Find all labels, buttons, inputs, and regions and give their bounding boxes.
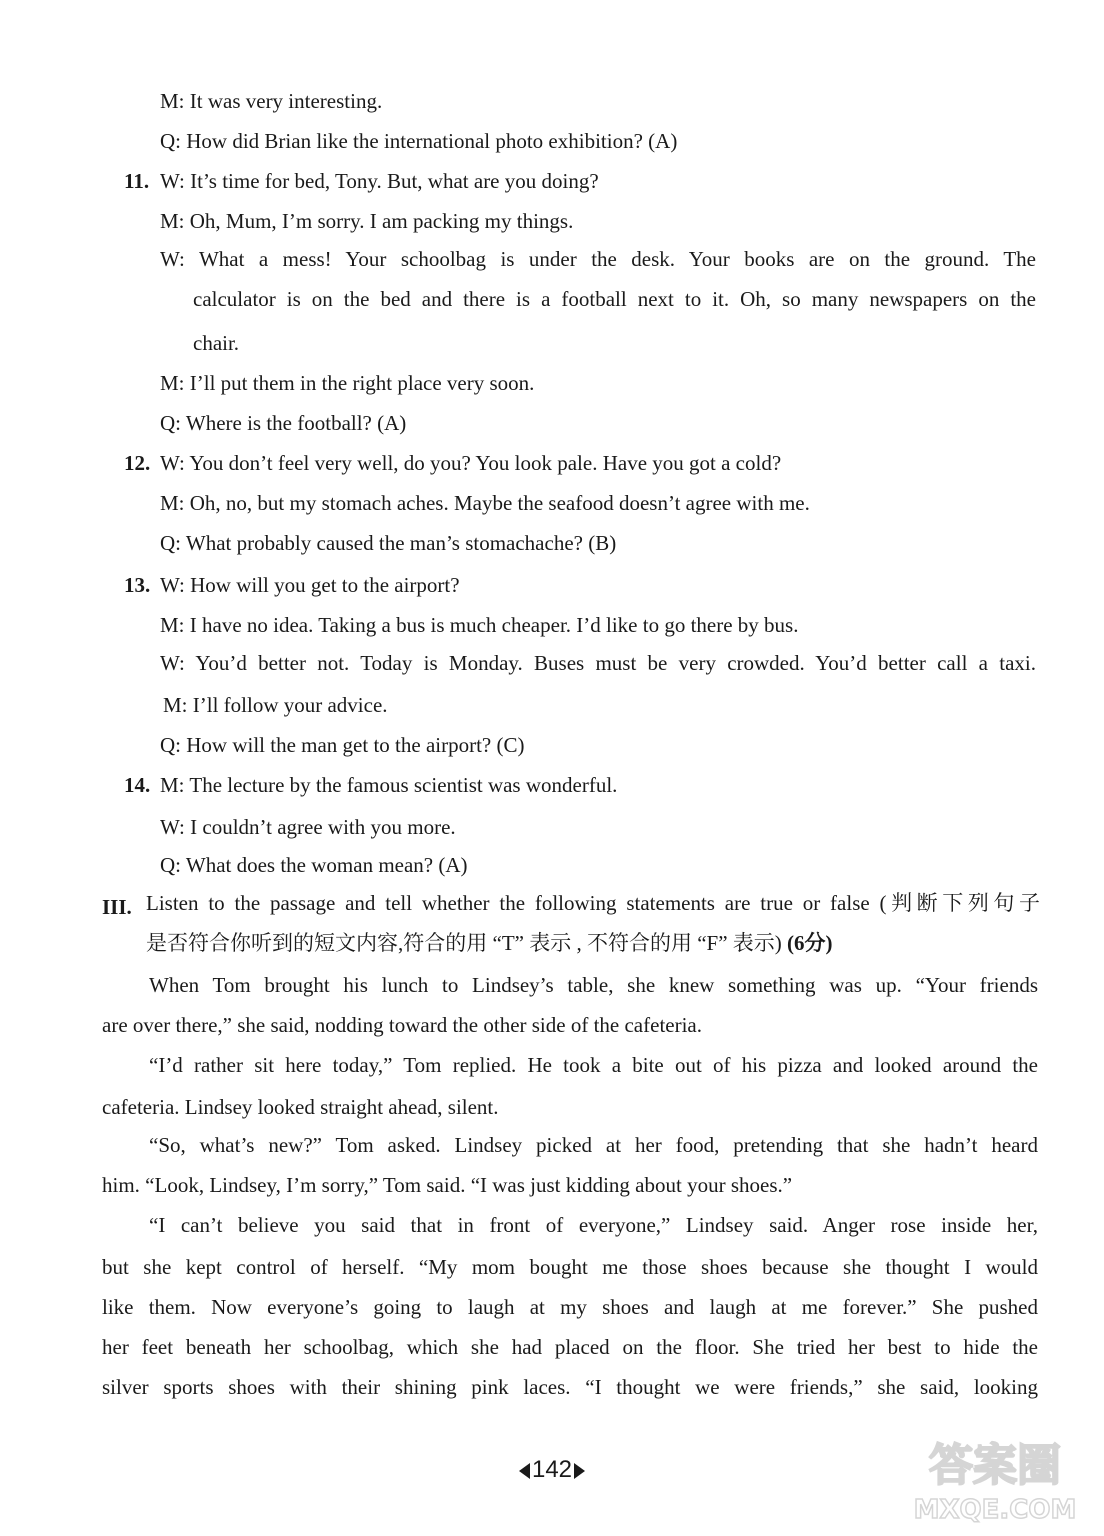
dialogue-line: M: I’ll put them in the right place very soon. [160,371,535,395]
dialogue-line-continued: calculator is on the bed and there is a football next to it. Oh, so many newspapers on the [193,287,1036,311]
passage-line: but she kept control of herself. “My mom bought me those shoes because she thought I would [102,1255,1038,1279]
passage-line: her feet beneath her schoolbag, which she had placed on the floor. She tried her best to hide the [102,1335,1038,1359]
passage-line: like them. Now everyone’s going to laugh at my shoes and laugh at me forever.” She pushed [102,1295,1038,1319]
item-number: 14. [124,773,151,797]
passage-line: silver sports shoes with their shining pink laces. “I thought we were friends,” she said, looking [102,1375,1038,1399]
item-number: 11. [124,169,150,193]
passage-line: “So, what’s new?” Tom asked. Lindsey picked at her food, pretending that she hadn’t heard [149,1133,1038,1157]
passage-line: him. “Look, Lindsey, I’m sorry,” Tom said. “I was just kidding about your shoes.” [102,1173,793,1197]
dialogue-line: M: It was very interesting. [160,89,383,113]
watermark-url-text: MXQE.COM [913,1495,1077,1525]
section-number: III. [102,895,132,919]
dialogue-line: W: You don’t feel very well, do you? You look pale. Have you got a cold? [160,451,782,475]
passage-line: “I can’t believe you said that in front of everyone,” Lindsey said. Anger rose inside her, [149,1213,1038,1237]
dialogue-line: M: Oh, no, but my stomach aches. Maybe the seafood doesn’t agree with me. [160,491,810,515]
page-number-text: 142 [531,1456,573,1483]
dialogue-line: W: How will you get to the airport? [160,573,460,597]
dialogue-line: W: I couldn’t agree with you more. [160,815,456,839]
watermark-logo-text: 答案圈 [929,1440,1061,1491]
item-number: 12. [124,451,151,475]
item-number: 13. [124,573,151,597]
dialogue-line: M: Oh, Mum, I’m sorry. I am packing my things. [160,209,574,233]
left-triangle-icon [519,1463,530,1479]
passage-line: “I’d rather sit here today,” Tom replied. He took a bite out of his pizza and looked around the [149,1053,1038,1077]
dialogue-line: M: I’ll follow your advice. [163,693,388,717]
dialogue-question: Q: Where is the football? (A) [160,411,407,435]
watermark-logo [900,1428,1090,1528]
dialogue-line: M: The lecture by the famous scientist was wonderful. [160,773,618,797]
dialogue-line: M: I have no idea. Taking a bus is much cheaper. I’d like to go there by bus. [160,613,799,637]
dialogue-question: Q: What probably caused the man’s stomachache? (B) [160,531,617,555]
dialogue-question: Q: How will the man get to the airport? (C) [160,733,525,757]
section-instruction-text: 是否符合你听到的短文内容,符合的用 “T” 表示 , 不符合的用 “F” 表示) [146,931,782,955]
section-instruction: Listen to the passage and tell whether the following statements are true or false (判断下列句子 [146,891,1040,915]
section-instruction-continued [146,930,833,956]
right-triangle-icon [574,1463,585,1479]
watermark-graphic [900,1428,1090,1528]
dialogue-question: Q: What does the woman mean? (A) [160,853,468,877]
section-points: (6分) [787,931,833,955]
dialogue-line: W: You’d better not. Today is Monday. Buses must be very crowded. You’d better call a taxi. [160,651,1036,675]
dialogue-line: W: It’s time for bed, Tony. But, what are you doing? [160,169,599,193]
passage-line: When Tom brought his lunch to Lindsey’s table, she knew something was up. “Your friends [149,973,1038,997]
dialogue-question: Q: How did Brian like the international photo exhibition? (A) [160,129,678,153]
dialogue-line-continued: chair. [193,331,240,355]
dialogue-line: W: What a mess! Your schoolbag is under the desk. Your books are on the ground. The [160,247,1036,271]
passage-line: are over there,” she said, nodding toward the other side of the cafeteria. [102,1013,702,1037]
passage-line: cafeteria. Lindsey looked straight ahead, silent. [102,1095,499,1119]
